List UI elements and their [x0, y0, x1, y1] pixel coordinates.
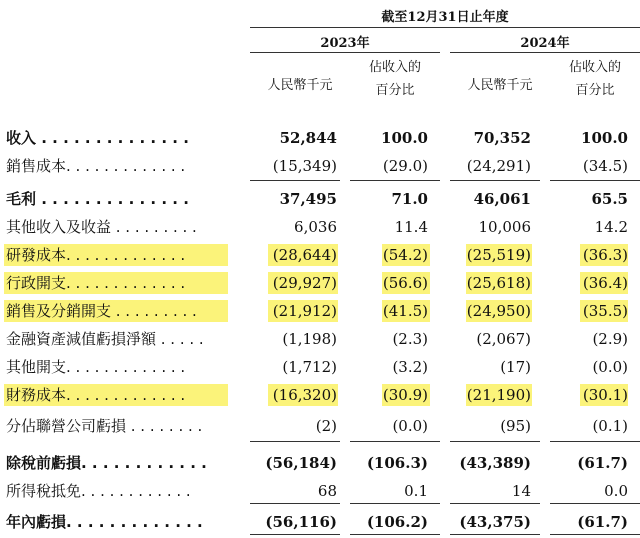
row-label: 其他收入及收益 . . . . . . . . .	[6, 218, 197, 236]
row-label: 年內虧損. . . . . . . . . . . . .	[6, 513, 203, 531]
value-2024-rmb: (25,618)	[466, 274, 531, 292]
table-row	[0, 297, 640, 325]
value-2023-pct: (0.0)	[392, 417, 428, 435]
value-2024-rmb: (17)	[500, 358, 531, 376]
value-2023-pct: 0.1	[404, 482, 428, 500]
value-2024-pct: (36.4)	[582, 274, 628, 292]
value-2024-pct: (30.1)	[582, 386, 628, 404]
value-2023-rmb: (56,184)	[265, 454, 337, 472]
value-2024-rmb: (21,190)	[466, 386, 531, 404]
table-row	[0, 381, 640, 409]
value-2024-pct: (34.5)	[582, 157, 628, 175]
value-2024-rmb: (24,291)	[466, 157, 531, 175]
rule-after-cost	[450, 180, 540, 181]
value-2023-rmb: 37,495	[279, 190, 337, 208]
value-2023-pct: (29.0)	[382, 157, 428, 175]
table-row	[0, 477, 640, 505]
value-2023-pct: (30.9)	[382, 386, 428, 404]
value-2024-rmb: (2,067)	[476, 330, 531, 348]
value-2023-rmb: (28,644)	[272, 246, 337, 264]
value-2023-pct: 11.4	[394, 218, 428, 236]
rule-after-share	[350, 441, 440, 442]
col-rmb-2023: 人民幣千元	[267, 78, 333, 93]
table-row	[0, 353, 640, 381]
value-2023-pct: (41.5)	[382, 302, 428, 320]
value-2024-pct: 100.0	[581, 129, 628, 147]
value-2024-rmb: 70,352	[473, 129, 531, 147]
rule-after-tax	[550, 503, 640, 504]
value-2023-pct: 71.0	[391, 190, 428, 208]
row-label: 銷售及分銷開支 . . . . . . . . .	[6, 302, 197, 320]
value-2024-rmb: (43,375)	[459, 513, 531, 531]
value-2024-rmb: (95)	[500, 417, 531, 435]
value-2024-pct: 0.0	[604, 482, 628, 500]
table-row	[0, 213, 640, 241]
table-row	[0, 152, 640, 180]
row-label: 研發成本. . . . . . . . . . . . .	[6, 246, 186, 264]
value-2023-rmb: (15,349)	[272, 157, 337, 175]
rule-final	[550, 534, 640, 535]
rule-after-cost	[350, 180, 440, 181]
value-2023-rmb: 6,036	[294, 218, 337, 236]
value-2023-pct: 100.0	[381, 129, 428, 147]
table-row	[0, 185, 640, 213]
year-2023-heading: 2023年	[320, 36, 370, 51]
period-rule	[250, 27, 640, 28]
table-row	[0, 241, 640, 269]
value-2023-pct: (3.2)	[392, 358, 428, 376]
value-2023-rmb: (1,712)	[282, 358, 337, 376]
col-pct-2023: 佔收入的 百分比	[368, 60, 421, 98]
table-row	[0, 508, 640, 536]
value-2024-rmb: 10,006	[478, 218, 531, 236]
rule-after-share	[250, 441, 340, 442]
value-2024-pct: 65.5	[591, 190, 628, 208]
row-label: 分佔聯營公司虧損 . . . . . . . .	[6, 417, 203, 435]
value-2023-pct: (106.3)	[366, 454, 428, 472]
rule-after-tax	[350, 503, 440, 504]
value-2024-pct: (0.1)	[592, 417, 628, 435]
row-label: 銷售成本. . . . . . . . . . . . .	[6, 157, 186, 175]
value-2023-rmb: (21,912)	[272, 302, 337, 320]
value-2023-rmb: 52,844	[279, 129, 337, 147]
rule-final	[450, 534, 540, 535]
table-row	[0, 412, 640, 440]
value-2024-rmb: (25,519)	[466, 246, 531, 264]
value-2024-rmb: (43,389)	[459, 454, 531, 472]
value-2023-rmb: (29,927)	[272, 274, 337, 292]
row-label: 除稅前虧損. . . . . . . . . . . .	[6, 454, 207, 472]
row-label: 毛利 . . . . . . . . . . . . . .	[6, 190, 189, 208]
table-row	[0, 124, 640, 152]
rule-after-tax	[450, 503, 540, 504]
rule-final	[250, 534, 340, 535]
value-2024-pct: (35.5)	[582, 302, 628, 320]
value-2024-pct: (61.7)	[577, 454, 628, 472]
rule-after-cost	[250, 180, 340, 181]
value-2024-rmb: 14	[511, 482, 531, 500]
value-2024-rmb: 46,061	[473, 190, 531, 208]
value-2023-rmb: (1,198)	[282, 330, 337, 348]
year-2024-rule	[450, 52, 640, 53]
rule-final	[350, 534, 440, 535]
value-2023-rmb: (16,320)	[272, 386, 337, 404]
row-label: 收入 . . . . . . . . . . . . . .	[6, 129, 189, 147]
value-2023-rmb: (2)	[315, 417, 337, 435]
row-label: 所得稅抵免. . . . . . . . . . . .	[6, 482, 191, 500]
row-label: 行政開支. . . . . . . . . . . . .	[6, 274, 186, 292]
period-heading: 截至12月31日止年度	[381, 10, 509, 25]
value-2024-pct: (0.0)	[592, 358, 628, 376]
value-2024-rmb: (24,950)	[466, 302, 531, 320]
year-2023-rule	[250, 52, 440, 53]
rule-after-share	[550, 441, 640, 442]
value-2024-pct: (61.7)	[577, 513, 628, 531]
year-2024-heading: 2024年	[520, 36, 570, 51]
value-2023-rmb: (56,116)	[265, 513, 337, 531]
value-2023-rmb: 68	[317, 482, 337, 500]
value-2023-pct: (2.3)	[392, 330, 428, 348]
rule-after-tax	[250, 503, 340, 504]
value-2024-pct: (2.9)	[592, 330, 628, 348]
value-2024-pct: (36.3)	[582, 246, 628, 264]
table-row	[0, 325, 640, 353]
row-label: 其他開支. . . . . . . . . . . . .	[6, 358, 186, 376]
value-2023-pct: (56.6)	[382, 274, 428, 292]
value-2023-pct: (54.2)	[382, 246, 428, 264]
table-row	[0, 449, 640, 477]
col-rmb-2024: 人民幣千元	[467, 78, 533, 93]
table-row	[0, 269, 640, 297]
row-label: 金融資產減值虧損淨額 . . . . .	[6, 330, 204, 348]
rule-after-share	[450, 441, 540, 442]
value-2024-pct: 14.2	[594, 218, 628, 236]
value-2023-pct: (106.2)	[366, 513, 428, 531]
row-label: 財務成本. . . . . . . . . . . . .	[6, 386, 186, 404]
col-pct-2024: 佔收入的 百分比	[568, 60, 621, 98]
rule-after-cost	[550, 180, 640, 181]
